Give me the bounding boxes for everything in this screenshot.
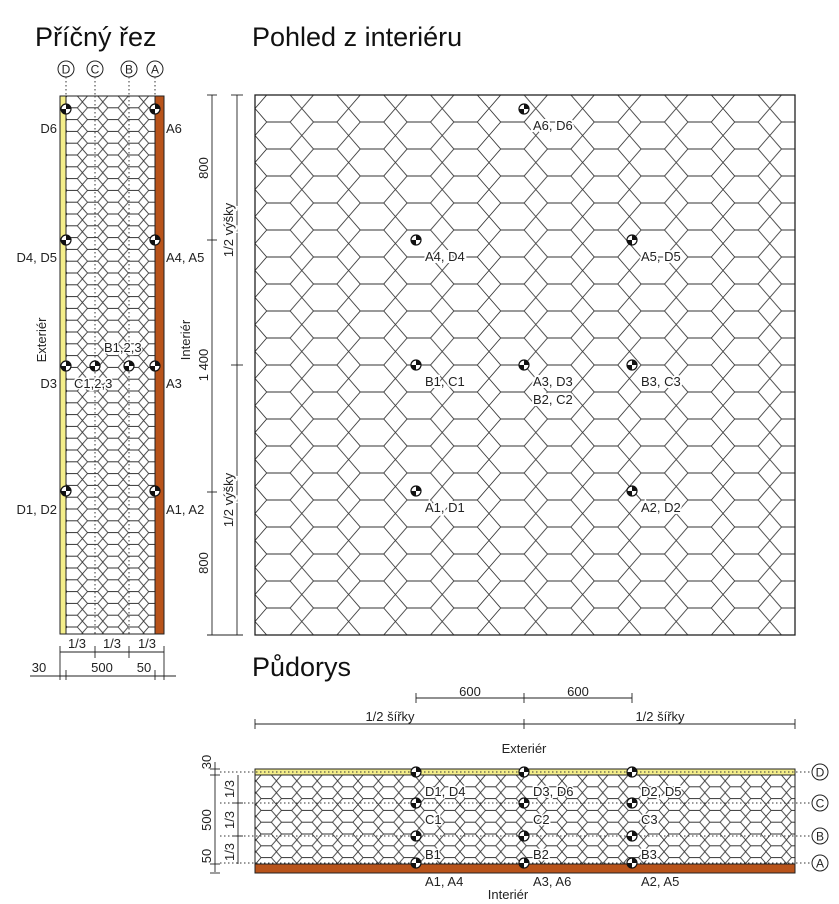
- plan-sensor-a1-a4: [411, 858, 421, 868]
- plan-label-b2: B2: [533, 847, 549, 862]
- dim-600-left: 600: [459, 684, 481, 699]
- half-height-top: 1/2 výšky: [221, 202, 236, 258]
- svg-text:B: B: [124, 62, 134, 77]
- plan-dim-30: 30: [199, 754, 214, 770]
- svg-text:B: B: [815, 829, 825, 844]
- label-a1-d1: A1, D1: [425, 500, 465, 515]
- plan-axis-d-marker: [812, 764, 828, 780]
- dim-600-right: 600: [567, 684, 589, 699]
- sensor-a4-d4: [411, 235, 421, 245]
- plan-sensor-b1: [411, 831, 421, 841]
- half-width-left: 1/2 šířky: [365, 709, 415, 724]
- interior-view: [196, 95, 795, 635]
- plan-third-3: 1/3: [222, 842, 237, 862]
- label-b3-c3: B3, C3: [641, 374, 681, 389]
- plan-label-c2: C2: [533, 812, 550, 827]
- sensor-a6-d6: [519, 104, 529, 114]
- plan-label-d3-d6: D3, D6: [533, 784, 574, 799]
- plan-label-c1: C1: [425, 812, 442, 827]
- label-a4-a5: A4, A5: [166, 250, 205, 265]
- sensor-b1-c1: [411, 360, 421, 370]
- axis-d-marker: [58, 61, 74, 77]
- sensor-a4-a5: [150, 235, 160, 245]
- plan-sensor-b2: [519, 831, 529, 841]
- plan-label-a2-a5: A2, A5: [641, 874, 680, 889]
- label-a4-d4: A4, D4: [425, 249, 465, 264]
- third-2: 1/3: [102, 636, 122, 651]
- dim-1400: 1 400: [196, 348, 211, 382]
- plan-sensor-c1: [411, 798, 421, 808]
- cross-section-title: Příčný řez: [35, 22, 157, 52]
- label-b1-c1: B1, C1: [425, 374, 465, 389]
- label-a5-d5: A5, D5: [641, 249, 681, 264]
- plan-dim-50: 50: [199, 848, 214, 864]
- plan-insulation-core: [255, 775, 795, 864]
- plan-sensor-c2: [519, 798, 529, 808]
- sensor-a1-a2: [150, 486, 160, 496]
- plan-label-d2-d5: D2, D5: [641, 784, 682, 799]
- plan-axis-b-marker: [812, 828, 828, 844]
- label-b123: B1,2,3: [104, 340, 142, 355]
- label-a3-d3: A3, D3: [533, 374, 573, 389]
- label-b2-c2: B2, C2: [533, 392, 573, 407]
- plan-label-d1-d4: D1, D4: [425, 784, 466, 799]
- exterior-label-vertical: Exteriér: [34, 317, 49, 363]
- svg-text:C: C: [815, 796, 825, 811]
- plan-label-c3: C3: [641, 812, 658, 827]
- third-1: 1/3: [67, 636, 87, 651]
- sensor-d1-d2: [61, 486, 71, 496]
- plan-sensor-d2-d5: [627, 767, 637, 777]
- dim-50: 50: [136, 660, 152, 675]
- label-a2-d2: A2, D2: [641, 500, 681, 515]
- plan-third-2: 1/3: [222, 810, 237, 830]
- svg-text:A: A: [150, 62, 160, 77]
- plan-axis-c-marker: [812, 795, 828, 811]
- interior-view-title: Pohled z interiéru: [252, 22, 463, 52]
- sensor-a3: [150, 361, 160, 371]
- plan-sensor-a2-a5: [627, 858, 637, 868]
- plan-sensor-d1-d4: [411, 767, 421, 777]
- insulation-core: [66, 96, 155, 634]
- svg-text:D: D: [61, 62, 71, 77]
- sensor-a5-d5: [627, 235, 637, 245]
- dim-800-bottom: 800: [196, 552, 211, 574]
- label-d3: D3: [40, 376, 57, 391]
- sensor-a1-d1: [411, 486, 421, 496]
- label-a6-d6: A6, D6: [533, 118, 573, 133]
- half-width-right: 1/2 šířky: [635, 709, 685, 724]
- dim-30: 30: [31, 660, 47, 675]
- label-a1-a2: A1, A2: [166, 502, 205, 517]
- sensor-a6: [150, 104, 160, 114]
- plan-view: [199, 684, 828, 902]
- label-c123: C1,2,3: [74, 376, 113, 391]
- svg-text:D: D: [815, 765, 825, 780]
- plan-sensor-c3: [627, 798, 637, 808]
- plan-axis-a-marker: [812, 855, 828, 871]
- axis-c-marker: [87, 61, 103, 77]
- sensor-a2-d2: [627, 486, 637, 496]
- plan-interior-label: Interiér: [487, 887, 529, 902]
- third-3: 1/3: [137, 636, 157, 651]
- axis-a-marker: [147, 61, 163, 77]
- axis-b-marker: [121, 61, 137, 77]
- plan-sensor-d3-d6: [519, 767, 529, 777]
- plan-sensor-a3-a6: [519, 858, 529, 868]
- dim-500: 500: [91, 660, 113, 675]
- svg-text:A: A: [815, 856, 825, 871]
- interior-label-vertical: Interiér: [178, 319, 193, 361]
- label-d1-d2: D1, D2: [16, 502, 57, 517]
- plan-exterior-label: Exteriér: [501, 741, 547, 756]
- plan-title: Půdorys: [252, 652, 352, 682]
- sensor-d6: [61, 104, 71, 114]
- plan-label-b3: B3: [641, 847, 657, 862]
- plan-sensor-b3: [627, 831, 637, 841]
- cross-section: [17, 61, 205, 680]
- plan-label-a3-a6: A3, A6: [533, 874, 572, 889]
- sensor-b123: [124, 361, 134, 371]
- sensor-d3: [61, 361, 71, 371]
- label-a3: A3: [166, 376, 182, 391]
- plan-third-1: 1/3: [222, 779, 237, 799]
- plan-label-a1-a4: A1, A4: [425, 874, 464, 889]
- plan-dim-500: 500: [199, 809, 214, 831]
- svg-text:C: C: [90, 62, 100, 77]
- sensor-b3-c3: [627, 360, 637, 370]
- plan-label-b1: B1: [425, 847, 441, 862]
- sensor-a3-d3: [519, 360, 529, 370]
- label-d6: D6: [40, 121, 57, 136]
- label-a6: A6: [166, 121, 182, 136]
- sensor-d4-d5: [61, 235, 71, 245]
- dim-800-top: 800: [196, 157, 211, 179]
- half-height-bottom: 1/2 výšky: [221, 472, 236, 528]
- sensor-c123: [90, 361, 100, 371]
- label-d4-d5: D4, D5: [16, 250, 57, 265]
